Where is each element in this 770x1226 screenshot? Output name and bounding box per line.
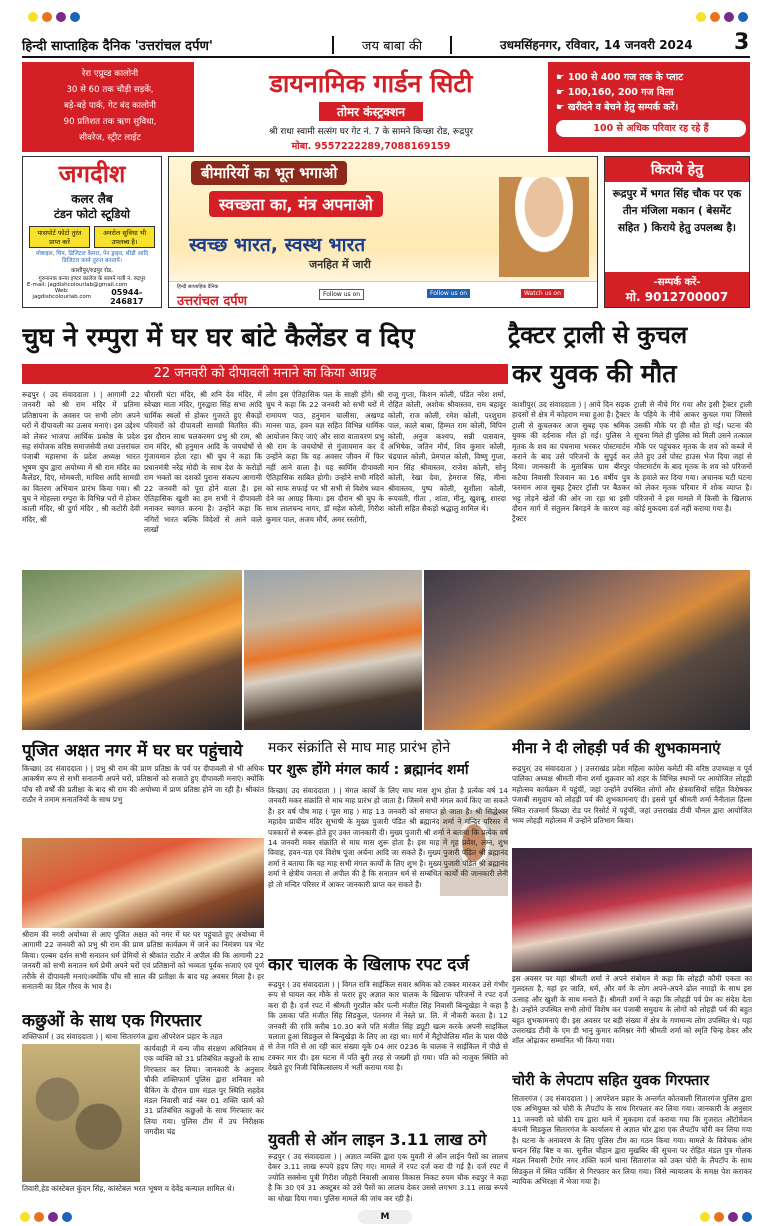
ad-left-line: रेरा एप्रूव्ड कालोनी — [81, 69, 139, 79]
lead-col-4: राजू गुप्ता, किशन कोली, पंडित नरेश शर्मा, रोहित कोली, अशोक श्रीवास्तव, राम बहादुर कोली, राज कोली, रमेश कोली, परशुराम पाल, काले बाबा, हिम्मत राम कोली, विपिन कोली, अनुज कश्यप, सन्नी पासवान, अभिषेक, जतिन मौर्य, शिव कुमार कोली, चंद्रपाल कोली, प्रेमपाल कोली, विष्णु गुप्ता, मान सिंह श्रीवास्तव, राजेश कोली, सोनू कोली, रेखा देवा, हेमराज सिंह, मीना श्रीवास्तव, पुष्प कोली, सुशीला कोली, रूपवती, गीता , शांता, मीनू, खुशबू, शारदा कोली सहित सैकड़ों श्रद्धालु शामिल थे। — [388, 390, 506, 514]
laptop-body: सितारगंज ( उद संवाददाता ) | आपरेशन प्रहार के अन्तर्गत कोतवाली सितारगंज पुलिस द्वारा एक अभियुक्त को चोरी के लैपटॉप के साथ गिरफ्तार कर लिया गया। जानकारी के अनुसार 11 जनवरी को चोकी राय द्वारा थाने में मुकदमा दर्ज कराया गया कि गुजरात ऑटोमेशन कंपनी सिडकुल सितारगंज के कार्यालय से अज्ञात चोर द्वारा एक लैपटॉप चोरी कर लिया गया है। घटना के अनावरण के लिए पुलिस टीम का गठन किया गया। मामले के विवेचक ओम चन्दन सिंह बिष्ट व का. सुनील चौहान द्वारा मुखबिर की सूचना पर रोहित मंडल पुत्र गोलक मंडल निवासी टैगोर नगर शक्ति फार्म थाना सितारगंज को उक्त चोरी के लैपटॉप के साथ सिडकुल में स्थित पार्किंग से गिरफ्तार कर लिया गया। जिसे न्यायालय के समक्ष पेश कराकर न्यायिक अभिरक्षा में भेजा गया है। — [512, 1094, 752, 1187]
lohri-headline: मीना ने दी लोहड़ी पर्व की शुभकामनाएं — [512, 739, 721, 757]
turtle-photo — [22, 1044, 140, 1182]
fir-headline: कार चालक के खिलाफ रपट दर्ज — [268, 955, 470, 975]
akshat-top: किच्छा( उद संवाददाता ) | प्रभु श्री राम की प्राण प्रतिष्ठा के पर्व पर दीपावली से भी अधिक आकर्षण रूप से सभी सनातनी अपने घरों, प्रतिष्ठानों को सजाते हुए दीपावली मनाएं। क्योंकि पाँच सौ वर्षों की प्रतीक्षा के बाद श्री राम की अयोध्या में प्राण प्रतिष्ठा होने जा रही है। श्रीकांत राठौर ने तमाम सनातनियों के साथ प्रभु — [22, 764, 264, 805]
jagdish-line2: टंडन फोटो स्टूडियो — [53, 207, 130, 221]
follow-twitter: Follow us on — [427, 289, 470, 298]
ad-left-line: 90 प्रतिशत तक ऋण सुविधा, — [63, 117, 157, 127]
jagdish-email: E-mail: jagdishcolourlab@gmail.com — [27, 282, 128, 289]
lead-headline: चुघ ने रम्पुरा में घर घर बांटे कैलेंडर व दिए — [22, 323, 415, 353]
lohri-bottom: इस अवसर पर यहां श्रीमती शर्मा ने अपने संबोधन में कहा कि लोहड़ी कौमी एकता का गुलदस्ता है, यहां हर जाति, धर्म, और वर्ग के लोग अपने-अपने ढोल नगाड़ों के साथ इस उत्साह और खुशी के साथ मनाते हैं। श्रीमती शर्मा ने कहा कि लोहड़ी पर्व प्रेम का संदेश देता है। उन्होंने उपस्थित सभी लोगों विशेष कर पंजाबी समुदाय के लोगों को लोहड़ी पर्व की बहुत बहुत शुभकामनाएं दी। इस अवसर पर बड़ी संख्या में क्षेत्र के गणमान्य लोग उपस्थित थे। यहां उत्तराखंड टीवी के एम डी भानु कुमार कमिश्नर नेगी श्रीमती शर्मा को स्मृति चिन्ह देकर और शॉल ओढ़ाकर सम्मानित भी किया गया। — [512, 974, 752, 1046]
rent-ad — [604, 156, 750, 308]
lead-col-2: चौरासी घंटा मंदिर, श्री शनि देव मंदिर, में स्वेच्छा माता मंदिर, गुरुद्वारा सिंह सभा आदि धार्मिक स्थलों से होकर गुजरते हुए सैकड़ों परिवारों को दीपावली सामग्री वितरित की। इस दौरान साथ चलकरमग प्रभु श्री राम, श्री राम मंदिर, श्री हनुमान आदि के जयघोषों से गुंजायमान होता रहा। श्री चुघ ने कहा कि प्रधानमंत्री नरेंद्र मोदी के साथ देश के करोड़ों राम भक्तों का दशकों पुराना संकल्प आगामी 22 जनवरी को पूरा होने वाला है। इस ऐतिहासिक खुशी का हम सभी ने दीपावली मनाकर स्वागत करना है। उन्होंने कहा कि नगिरों भारत बल्कि विदेशों से आने वाले लाखों — [144, 390, 262, 535]
laptop-headline: चोरी के लेपटाप सहित युवक गिरफ्तार — [512, 1073, 710, 1089]
tractor-col-2: ट्राली से नीचे गिर गया और इसी ट्रैक्टर ट्राली के पहिये के नीचे आकर कुचल गया जिससे उसकी मौके पर ही मौत हो गई। घटना की सूचना मिले ही पुलिस को मिली उसने तत्काल मौके पर पहुंचकर मृतक के शव को कब्जे में लेते हुए उसे पोस्ट हाउस भेज दिया जहां से पोस्टमार्टम के बाद मृतक के शव को परिजनों के हवाले कर दिया गया। अचानक घटी घटना को लेकर मृतक परिवार में शोक व्याप्त है। परिजनों ने इस मामले में किसी के खिलाफ कोई मुकदमा दर्ज नहीं कराया गया है। — [634, 400, 752, 514]
issue-date: उधमसिंहनगर, रविवार, 14 जनवरी 2024 — [500, 38, 693, 52]
ad-left-line: 30 से 60 तक चौड़ी सड़कें, — [66, 85, 154, 95]
jagdish-studio-ad — [22, 156, 162, 308]
swachh-bharat-ad — [168, 156, 598, 308]
sankranti-body: किच्छा( उद संवाददाता ) | मंगल कार्यों के लिए माघ मास शुभ होता है प्रत्येक वर्ष 14 जनवरी मकर संक्रांति से माघ माह प्रारंभ हो जाता है। जिसमें सभी मंगल कार्य किए जा सकते हैं। हर वर्ष पौष माह ( पूस माह ) माह 13 जनवरी को समाप्त हो जाता है। श्री सिद्धेश्वर महादेव प्राचीन मंदिर सुभाषी के मुख्य पुजारी पंडित श्री ब्रह्मानंद शर्मा ने मन्दिर परिसर में पत्रकारों से रूबरू होते हुए उक्त जानकारी दी। मुख्य पुजारी श्री शर्मा ने बताया कि प्रत्येक वर्ष 14 जनवरी मकर संक्रांति से माघ मास शुरू होता है। इस माह में गृह प्रवेश, लग्न, शुभ विवाह, हवन-यज्ञ एवं विशेष पूजा अर्चना आदि जा सकते हैं। मुख्य पुजारी पंडित श्री ब्रह्मानंद शर्मा ने बताया कि यह माह सभी मंगल कार्यों के लिए शुभ है। मुख्य पुजारी पंडित श्री ब्रह्मानंद शर्मा ने क्षेत्रीय जनता से अपील की है कि सनातन धर्म से सम्बंधित कार्यों की जानकारी लेनी हो तो मन्दिर परिसर में आकर जानकारी प्राप्त कर सकते हैं। — [268, 786, 508, 889]
dynamic-garden-ad — [22, 62, 750, 152]
jagdish-services: मोबाइल, चिप, डिजिटल कैमरा, पेन ड्राइव, सीडी आदि डिजिटल फार्म तुरन्त बनवायें। — [35, 251, 149, 265]
akshat-bottom: श्रीराम की नगरी अयोध्या से आए पूजित अक्षत को नगर में घर घर पहुंचाते हुए अयोध्या में आगामी 22 जनवरी को प्रभु श्री राम की प्राण प्रतिष्ठा कार्यक्रम में जाने का निमंत्रण पत्र भेंट किया। एल्बम दर्शन सभी सनातन धर्म प्रेमियों से श्रीकांत राठौर ने अपील की कि आगामी 22 जनवरी को सभी सनातन धर्म प्रेमी अपने घरों एवं प्रतिष्ठानों को भव्यता पूर्वक सजाएं एवं पूर्ण तरीके से दीपावली मनाएं।क्योंकि पाँच सौ साल की प्रतीक्षा के बाद यह अवसर मिला है। हर सनातनी का दिल गौरव के भाव है। — [22, 930, 264, 992]
jagdish-line1: कलर लैब — [71, 192, 113, 206]
ad-phone: मोबा. 9557222289,7088169159 — [291, 141, 451, 152]
jagdish-address: गुरुनानक कन्या इण्टर कालेज के सामने गली नं. रुद्रपुर — [38, 276, 146, 283]
ad-left-line: सीवरेज, स्ट्रीट लाईट — [79, 133, 141, 143]
watch-youtube: Watch us on — [521, 289, 564, 298]
ad-address: श्री राधा स्वामी सत्संग घर गेट नं. 7 के सामने किच्छा रोड, रूद्रपुर — [269, 127, 473, 137]
registration-mark: M — [358, 1210, 412, 1224]
lead-subheadline: 22 जनवरी को दीपावली मनाने का किया आग्रह — [22, 364, 508, 384]
jagdish-web: Web: jagdishcolourlab.com — [32, 288, 92, 301]
jagdish-city: काशीपुर/रुद्रपुर रोड, — [71, 268, 113, 275]
sankranti-headline-2: पर शुरू होंगे मंगल कार्य : ब्रह्मानंद शर्मा — [268, 762, 469, 778]
turtle-headline: कछुओं के साथ एक गिरफ्तार — [22, 1011, 202, 1031]
online-fraud-body: रूद्रपुर ( उद संवाददाता ) | अज्ञात व्यक्ति द्वारा एक युवती से ऑन लाईन पैसों का लालच देकर 3.11 लाख रूपये हड़प लिए गए। मामले में रपट दर्ज करा दी गई है। दर्ज रपट में ज्योति सक्सेना पुत्री गिरीश जौहरी निवासी आवास विकास निकट रुपम चौक रुद्रपुर ने कहा है कि 30 एवं 31 अक्टूबर को उसे पैसों का लालच देकर उससे लगभग 3.11 लाख रूपये का धोखा दिया गया। पुलिस मामले की जांच कर रही है। — [268, 1152, 508, 1203]
modi-photo — [499, 177, 589, 277]
ad-bullet: ☛ 100,160, 200 गज विला — [556, 87, 674, 98]
rent-phone: मो. 9012700007 — [625, 290, 729, 304]
swachh-line3: स्वच्छ भारत, स्वस्थ भारत — [189, 234, 366, 256]
swachh-line4: जनहित में जारी — [309, 258, 371, 271]
sankranti-headline-1: मकर संक्रांति से माघ माह प्रारंभ होने — [268, 740, 451, 756]
lead-photo-1 — [22, 570, 242, 730]
tractor-headline-2: कर युवक की मौत — [512, 359, 677, 388]
jagdish-enroll: अनरोल सुविधा भी उपलब्ध है। — [94, 226, 155, 248]
ad-bullet: ☛ खरीदने व बेचने हेतु सम्पर्क करें। — [556, 102, 679, 113]
ad-title: डायनामिक गार्डन सिटी — [269, 69, 473, 98]
tractor-col-1: काशीपुर( उद संवाददाता ) | आये दिन सड़क हादसों से क्षेत्र में कोहराम मचा हुआ है। ट्रैक्टर ट्राली से कुचलकर आज सुबह एक श्रमिक युवक की दर्दनाक मौत हो गई। पुलिस ने मृतक के शव का पंचनामा भरकर पोस्टमार्टम कराने के बाद उसे परिजनों के सुपुर्द कर दिया। जानकारी के मुताबिक ग्राम बीरपुर कटैया निवासी रिजवान का 16 वर्षीय पुत्र फरमान आज सुबह ट्रैक्टर ट्रॉली पर बैठकर भट्ट तोड़ने खेतों की ओर जा रहा था इसी दौरान मार्ग में संतुलन बिगड़ने के कारण वह ट्रैक्टर — [512, 400, 630, 524]
lead-col-1: रूद्रपुर ( उद संवाददाता ) | आगामी 22 जनवरी को श्री राम मंदिर में प्रतिमा प्रतिष्ठापना के अवसर पर सभी लोग अपने घरों में दीपावली का उत्सव मनाएं। इस उद्देश्य को लेकर भाजपा आर्थिक प्रकोष्ठ के प्रदेश सह संयोजक वरिष्ठ समाजसेवी तथा उत्तरांचल पंजाबी महासभा के प्रदेश अध्यक्ष भारत भूषण चुघ द्वारा अयोध्या में श्री राम मंदिर का कैलेंडर, दिए, मोमबत्ती, माचिस आदि सामग्री का वितरण अभियान प्रारंभ किया गया। श्री चुघ ने मोहल्ला रम्पुरा के विभिन्न घरों में होकर काली मंदिर, श्री दुर्गा मंदिर , श्री कटोरी देवी मंदिर, श्री — [22, 390, 140, 524]
lohri-photo — [512, 848, 752, 972]
brand-small: हिन्दी साप्ताहिक दैनिक — [177, 284, 219, 290]
rent-body: रूद्रपुर में भगत सिंह चौक पर एक तीन मंजिला मकान ( बेसमेंट सहित ) किराये हेतु उपलब्ध है। — [612, 188, 742, 234]
online-fraud-headline: युवती से ऑन लाइन 3.11 लाख ठगे — [268, 1130, 487, 1149]
jagdish-title: जगदीश — [58, 159, 126, 188]
masthead — [22, 30, 750, 58]
lead-col-3: लोग इस ऐतिहासिक पल के साक्षी होंगे। श्री चुघ ने कहा कि 22 जनवरी को सभी घरों में रामायण पाठ, हनुमान चालीसा, अखण्ड मानस पाठ, हवन यज्ञ सहित विभिन्न धार्मिक आयोजन किए जाएं और सारा वातावरण प्रभु श्री राम के जयघोषों से गुंजायमान कर दें उन्होंने कहा कि यह अवसर जीवन में फिर नहीं आने वाला है। यह स्वर्णिम दीपावली ऐतिहासिक साबित होगी। उन्होंने सभी मंदिरों को साफ सफाई पर भी सभी से विशेष ध्यान देने का आग्रह किया। इस दौरान श्री चुघ के साथ लालचन्द नागर, डॉ महेश कोली, गिरीश कुमार पाल, अजय मौर्य, अमर रस्तोगी, — [266, 390, 384, 524]
lohri-top: रूद्रपुर( उद संवाददाता ) | उत्तराखंड प्रदेश महिला कांग्रेस कमेटी की वरिष्ठ उपाध्यक्ष व पूर्व पालिका अध्यक्ष श्रीमती मीना शर्मा शुक्रवार को शहर के विभिन्न स्थानों पर आयोजित लोहड़ी महोत्सव कार्यक्रम में पहुंचीं, जहां उन्होंने उपस्थित लोगों और क्षेत्रवासियों सहित विशेषकर पंजाबी समुदाय को लोहड़ी पर्व की शुभकामनाएं दी। इससे पूर्व श्रीमती शर्मा नैनीताल हिल्स स्थित राजमार्ग किच्छा रोड पर रिसोर्ट में पहुंचीं, जहां उत्तराखंड टीवी चौनल द्वारा आयोजित भव्य लोहड़ी महोत्सव में उन्होंने प्रतिभाग किया। — [512, 764, 752, 826]
masthead-center: जय बाबा की — [332, 36, 452, 54]
brand-name: उत्तरांचल दर्पण — [177, 294, 248, 308]
jagdish-phone: 05944-246817 — [110, 288, 144, 307]
akshat-headline: पूजित अक्षत नगर में घर घर पहुंचाये — [22, 741, 243, 761]
turtle-side: कार्यवाही में वन्य जीव संरक्षण अधिनियम में एक व्यक्ति को 31 प्रतिबंधित कछुओं के साथ गिरफ्तार कर लिया। जानकारी के अनुसार चौकी शक्तिफार्म पुलिस द्वारा शनिवार को चैकिंग के दौरान ग्राम मंडल पुर स्थिति सहदेव मंडल निवासी वार्ड नंबर 01 शक्ति फार्म को 31 प्रतिबंधित कछुओं के साथ गिरफ्तार कर लिया गया। पुलिस टीम में उप निरीक्षक जगदीश चंद्र — [144, 1044, 264, 1137]
swachh-line2: स्वच्छता का, मंत्र अपनाओ — [209, 191, 383, 217]
turtle-top: शक्तिफार्म ( उद संवाददाता ) | थाना सितारगंज द्वारा ऑपरेशन प्रहार के तहत — [22, 1032, 223, 1041]
swachh-line1: बीमारियों का भूत भगाओ — [191, 161, 347, 185]
akshat-photo — [22, 838, 264, 928]
lead-photo-2 — [244, 570, 422, 730]
lead-photo-3 — [424, 570, 750, 730]
tractor-headline-1: ट्रैक्टर ट्राली से कुचल — [508, 321, 688, 349]
page-number: 3 — [734, 30, 750, 55]
fir-body: रूद्रपुर ( उद संवाददाता ) | विगत रात्रि साईकिल सवार श्रमिक को टक्कर मारकर उसे गंभीर रूप से घायल कर मौके से फरार हुए अज्ञात कार चालक के खिलाफ परिजनों ने रपट दर्ज करा दी है। दर्ज रपट में श्रीमती गुरप्रीत कौर पत्नी मंजीत सिंह निवासी बिन्दुखेड़ा ने कहा है कि उसका पति मंजीत सिंह सिडकुल, पंतनगर में नेस्ले प्रा. लि. में नौकरी करता है। 12 जनवरी की रात्रि करीब 10.30 बजे पति मंजीत सिंह ड्यूटी खत्म करके अपनी साइकिल चलाता हुआ सिडकुल से बिन्दुखेड़ा के लिए आ रहा था। मार्ग में मैट्रोपोलिस मॉल के पास पीछे से तेज गति से आ रही कार संख्या यूके 04 आर 0236 के चालक ने साईकिल में पीछे से टक्कर मार दी। इस घटना में पति बुरी तरह से जख्मी हो गया। पति को नाजुक स्थिति को देखते हुए निजी चिकित्सालय में भर्ती कराया गया है। — [268, 980, 508, 1073]
jagdish-passport: पासपोर्ट फोटो तुरंत प्राप्त करें — [29, 226, 90, 248]
ad-left-line: बड़े-बड़े पार्क, गेट बंद कालोनी — [64, 101, 156, 111]
rent-title: किराये हेतु — [605, 157, 749, 182]
paper-name: हिन्दी साप्ताहिक दैनिक 'उत्तरांचल दर्पण' — [22, 39, 213, 54]
turtle-bottom: तिवारी,हेड कांस्टेबल कुंदन सिंह, कांस्टेबल भरत भूषण व देवेंद्र कन्याल शामिल थे। — [22, 1184, 235, 1193]
ad-bullet: ☛ 100 से 400 गज तक के प्लाट — [556, 72, 683, 83]
ad-subtitle: तोमर कंस्ट्रक्शन — [319, 102, 423, 121]
ad-footer: 100 से अधिक परिवार रह रहे हैं — [556, 120, 746, 137]
follow-facebook: Follow us on — [319, 289, 364, 300]
rent-contact: -सम्पर्क करें- — [653, 277, 701, 288]
